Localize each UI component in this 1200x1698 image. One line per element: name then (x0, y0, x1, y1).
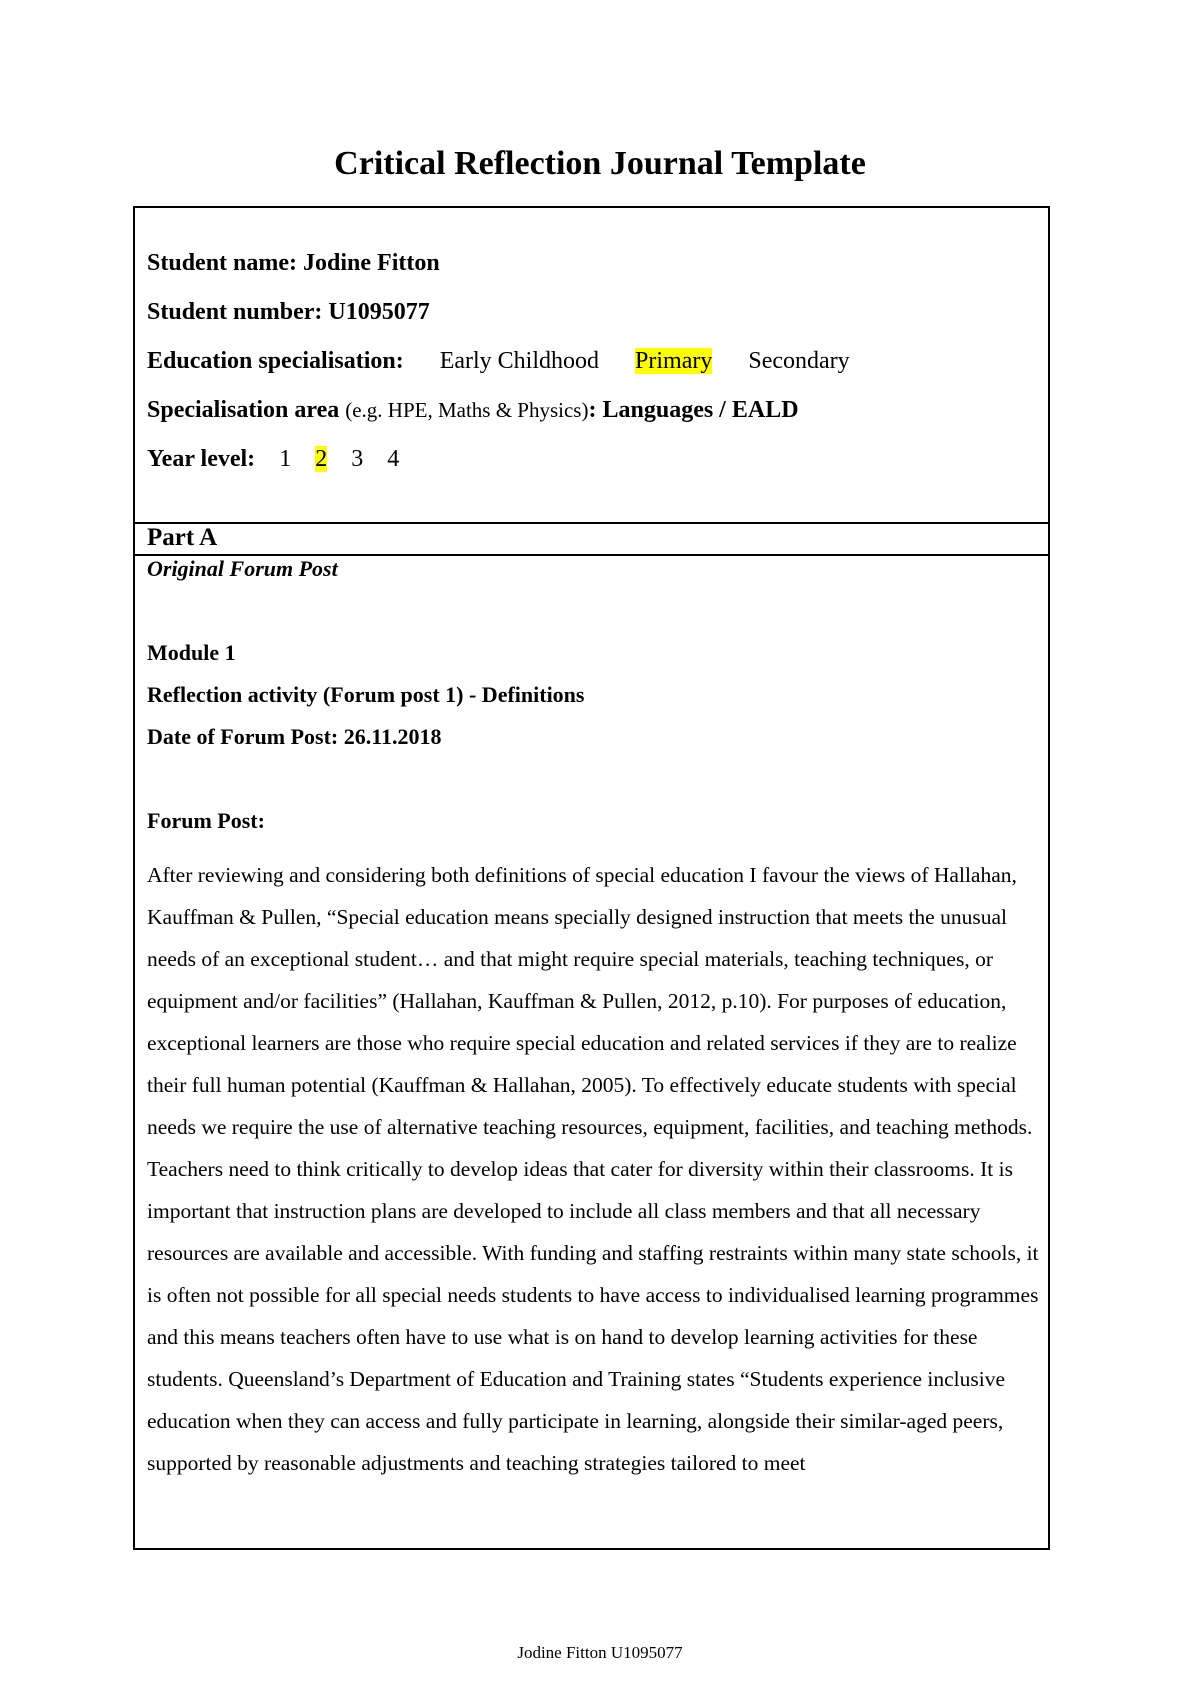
area-hint: (e.g. HPE, Maths & Physics) (345, 398, 589, 422)
year-option-2: 2 (315, 446, 328, 472)
student-number-label: Student number: (147, 299, 323, 325)
spec-option-early-childhood: Early Childhood (439, 348, 600, 374)
student-number-row (147, 299, 430, 326)
specialisation-row (147, 348, 850, 375)
year-level-row (147, 446, 399, 473)
student-name-value: Jodine Fitton (303, 250, 440, 276)
student-name-label: Student name: (147, 250, 298, 276)
area-colon: : (588, 397, 597, 423)
journal-table (133, 206, 1050, 1550)
year-option-4: 4 (387, 446, 400, 472)
reflection-activity-title: Reflection activity (Forum post 1) - Definitions (147, 682, 585, 707)
spec-option-primary: Primary (635, 348, 713, 374)
specialisation-label: Education specialisation: (147, 348, 404, 374)
forum-post-body: After reviewing and considering both definitions of special education I favour the views of Hallahan, Kauffman & Pullen, “Special education means specially designed instruction that meets the unusual needs of an exceptional student… and that might require special materials, teaching techniques, or equipment and/or facilities” (Hallahan, Kauffman & Pullen, 2012, p.10). For purposes of education, exceptional learners are those who require special education and related services if they are to realize their full human potential (Kauffman & Hallahan, 2005). To effectively educate students with special needs we require the use of alternative teaching resources, equipment, facilities, and teaching methods. Teachers need to think critically to develop ideas that cater for diversity within their classrooms. It is important that instruction plans are developed to include all class members and that all necessary resources are available and accessible. With funding and staffing restraints within many state schools, it is often not possible for all special needs students to have access to individualised learning programmes and this means teachers often have to use what is on hand to develop learning activities for these students. Queensland’s Department of Education and Training states “Students experience inclusive education when they can access and fully participate in learning, alongside their similar-aged peers, supported by reasonable adjustments and teaching strategies tailored to meet (147, 863, 1039, 1475)
page-title: Critical Reflection Journal Template (334, 145, 866, 182)
forum-post-date: Date of Forum Post: 26.11.2018 (147, 724, 442, 749)
part-a-heading: Part A (147, 524, 218, 551)
page-footer: Jodine Fitton U1095077 (517, 1643, 683, 1662)
area-value: Languages / EALD (602, 397, 799, 423)
student-details-cell (135, 208, 1048, 524)
forum-post-label: Forum Post: (147, 808, 265, 833)
student-name-row (147, 250, 440, 277)
year-option-1: 1 (279, 446, 292, 472)
year-level-label: Year level: (147, 446, 256, 472)
student-number-value: U1095077 (328, 299, 430, 325)
year-option-3: 3 (351, 446, 364, 472)
spec-option-secondary: Secondary (748, 348, 850, 374)
module-label: Module 1 (147, 640, 236, 665)
forum-post-cell (135, 556, 1048, 1548)
part-a-heading-cell (135, 524, 1048, 556)
area-label: Specialisation area (147, 397, 340, 423)
original-forum-post-subheading: Original Forum Post (147, 556, 338, 581)
specialisation-area-row (147, 397, 799, 424)
